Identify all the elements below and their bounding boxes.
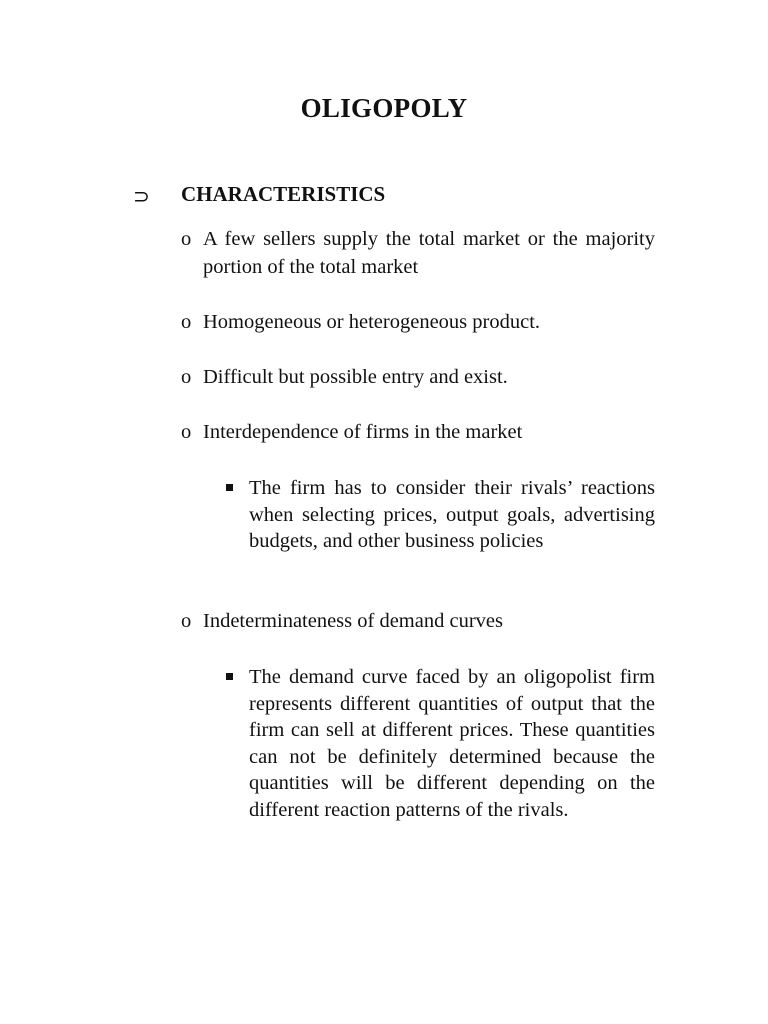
list-item-text: Homogeneous or heterogeneous product. xyxy=(203,311,541,333)
sub-bullet-square xyxy=(226,673,233,680)
section-heading: CHARACTERISTICS xyxy=(181,182,386,206)
sub-item-text: The demand curve faced by an oligopolist firm represents different quantities of output that the firm can sell at different prices. These quantities can not be definitely determined because the quantities will be different depending on the different reaction patterns of the rivals. xyxy=(249,666,655,821)
list-bullet: o xyxy=(181,228,192,250)
list-bullet: o xyxy=(181,366,192,388)
list-item-text: Difficult but possible entry and exist. xyxy=(203,366,508,388)
list-bullet: o xyxy=(181,311,192,333)
list-item-text: Interdependence of firms in the market xyxy=(203,421,523,443)
section-marker: ⊃ xyxy=(133,184,150,208)
list-item-text: Indeterminateness of demand curves xyxy=(203,610,503,632)
sub-bullet-square xyxy=(226,484,233,491)
list-bullet: o xyxy=(181,421,192,443)
list-item-text: A few sellers supply the total market or the majority portion of the total market xyxy=(203,228,655,278)
page-title: OLIGOPOLY xyxy=(300,93,468,123)
list-bullet: o xyxy=(181,610,192,632)
sub-item-text: The firm has to consider their rivals’ reactions when selecting prices, output goals, advertising budgets, and other business policies xyxy=(249,477,655,552)
